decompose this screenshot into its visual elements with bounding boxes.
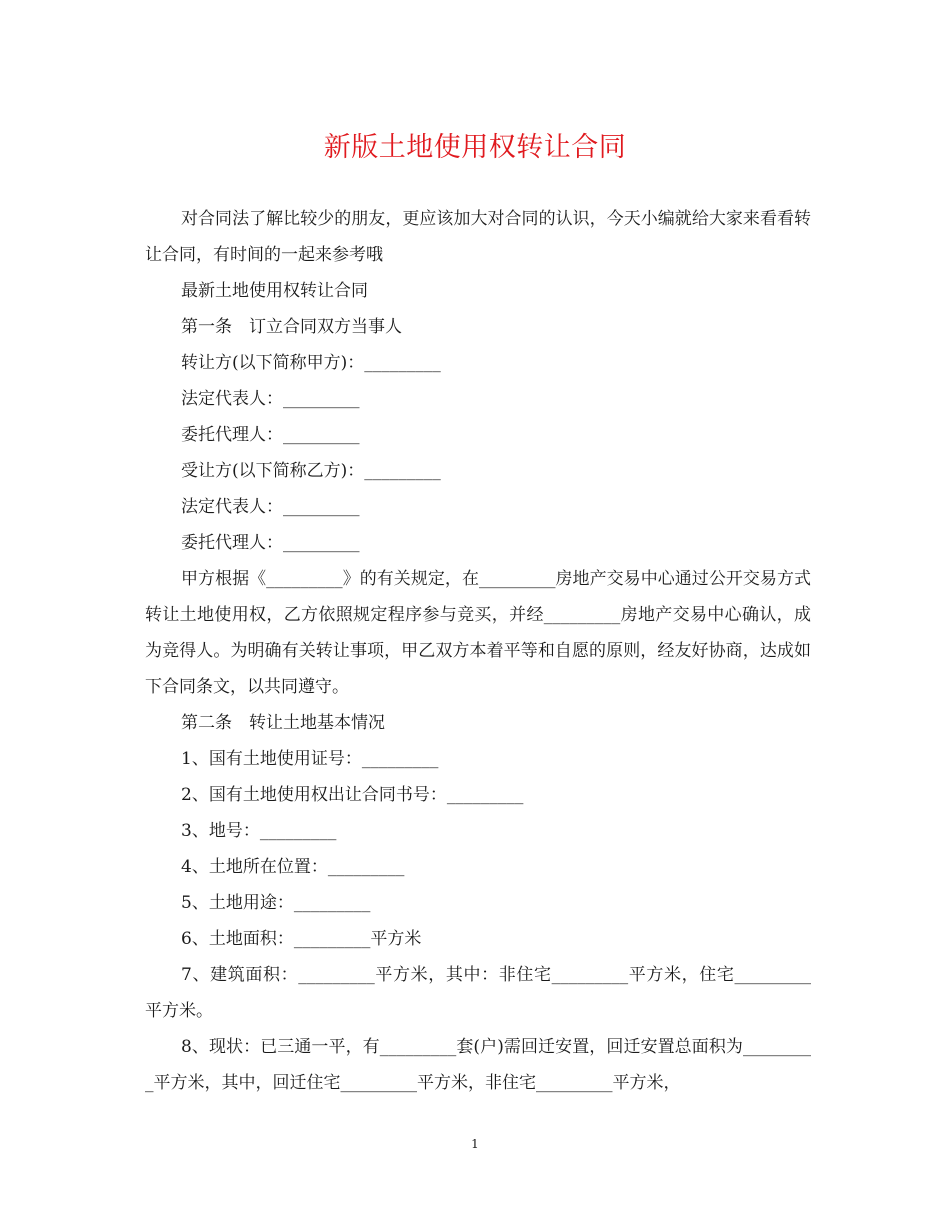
transferee-agent-field: 委托代理人：_________: [181, 533, 360, 553]
transferor-agent-field: 委托代理人：_________: [181, 425, 360, 445]
item-1-certificate-number: 1、国有土地使用证号：_________: [181, 749, 439, 769]
document-title: 新版土地使用权转让合同: [323, 132, 627, 163]
item-5-land-use: 5、土地用途：_________: [181, 893, 371, 913]
page-number: 1: [471, 1137, 479, 1151]
article-2-heading: 第二条 转让土地基本情况: [181, 713, 385, 733]
paragraph-intro: 对合同法了解比较少的朋友，更应该加大对合同的认识，今天小编就给大家来看看转让合同，有时间的一起来参考哦: [145, 209, 811, 265]
item-8-status: 8、现状：已三通一平，有_________套(户)需回迁安置，回迁安置总面积为_________平方米，其中，回迁住宅_________平方米，非住宅_________平方米，: [145, 1037, 811, 1093]
item-7-building-area: 7、建筑面积：_________平方米，其中：非住宅_________平方米，住宅_________平方米。: [145, 965, 811, 1021]
transferee-field: 受让方(以下简称乙方)：_________: [181, 461, 441, 481]
paragraph-preamble: 甲方根据《_________》的有关规定，在_________房地产交易中心通过公开交易方式转让土地使用权，乙方依照规定程序参与竞买，并经_________房地产交易中心确认，成为竞得人。为明确有关转让事项，甲乙双方本着平等和自愿的原则，经友好协商，达成如下合同条文，以共同遵守。: [145, 569, 811, 697]
transferor-field: 转让方(以下简称甲方)：_________: [181, 353, 441, 373]
item-3-lot-number: 3、地号：_________: [181, 821, 337, 841]
transferor-legal-rep-field: 法定代表人：_________: [181, 389, 360, 409]
item-6-land-area: 6、土地面积：_________平方米: [181, 929, 422, 949]
article-1-heading: 第一条 订立合同双方当事人: [181, 317, 402, 337]
transferee-legal-rep-field: 法定代表人：_________: [181, 497, 360, 517]
item-2-contract-number: 2、国有土地使用权出让合同书号：_________: [181, 785, 524, 805]
document-body: [145, 201, 811, 1101]
item-4-location: 4、土地所在位置：_________: [181, 857, 405, 877]
paragraph-subtitle: 最新土地使用权转让合同: [181, 281, 368, 301]
